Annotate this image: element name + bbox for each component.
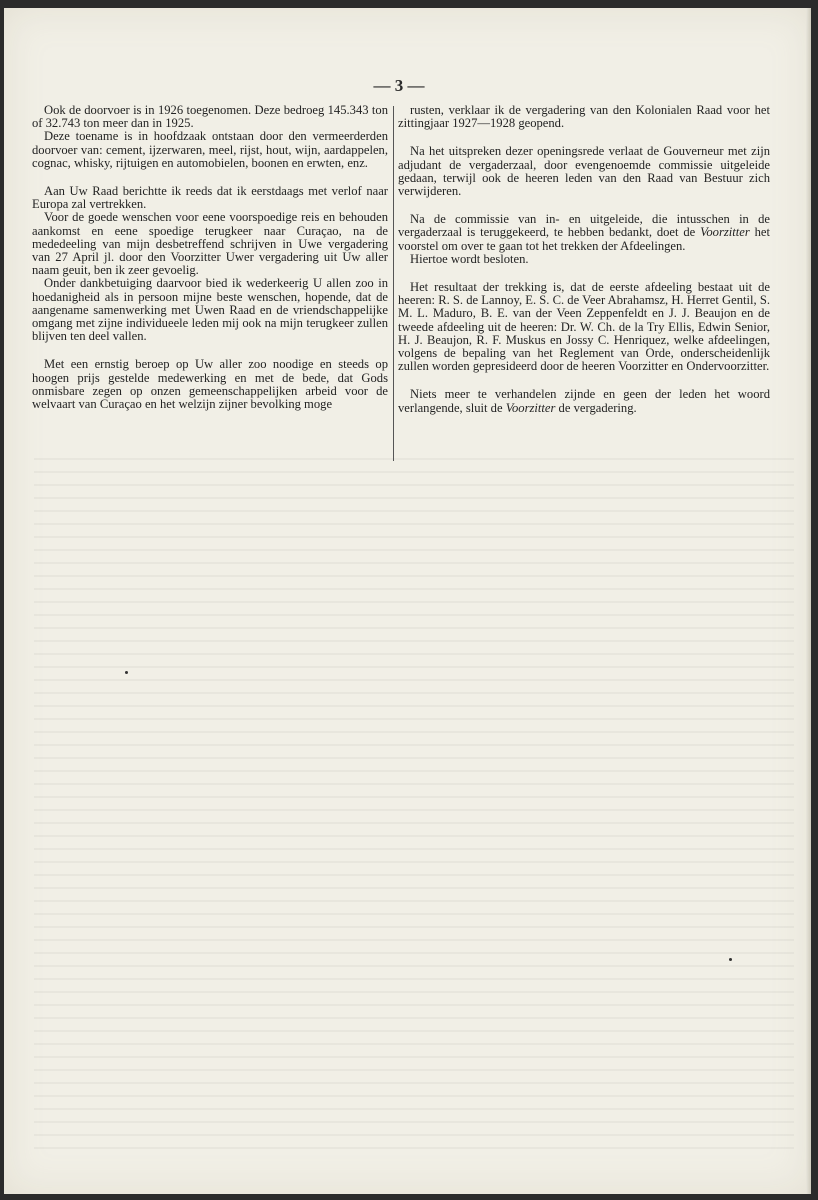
speck-mark bbox=[729, 958, 732, 961]
paragraph: Deze toename is in hoofdzaak ontstaan door den vermeerderden doorvoer van: cement, ijzerwaren, meel, rijst, hout, wijn, aardappelen, cognac, whisky, rijtuigen en automobielen, boonen en erwten, enz. bbox=[32, 129, 388, 170]
page-edge bbox=[806, 8, 811, 1194]
paragraph: Onder dankbetuiging daarvoor bied ik wederkeerig U allen zoo in hoedanigheid als in persoon mijne beste wenschen, hopende, dat de aangename samenwerking met Uwen Raad en de vriendschappelijke omgang met zijne individueele leden mij ook na mijn terugkeer zullen blijven ten deel vallen. bbox=[32, 276, 388, 344]
paragraph: Voor de goede wenschen voor eene voorspoedige reis en behouden aankomst en eene spoedige terugkeer naar Curaçao, na de mededeeling van mijn desbetreffend schrijven in Uwe vergadering van 27 April jl. door den Voorzitter Uwer vergadering uit Uw aller naam geuit, ben ik zeer gevoelig. bbox=[32, 210, 388, 278]
bleed-through-text bbox=[34, 458, 794, 1158]
left-column bbox=[32, 104, 388, 411]
paragraph: Hiertoe wordt besloten. bbox=[410, 251, 529, 266]
right-column bbox=[398, 104, 770, 415]
paragraph-text: de vergadering. bbox=[555, 400, 637, 415]
paragraph: rusten, verklaar ik de vergadering van den Kolonialen Raad voor het zittingjaar 1927—1928 geopend. bbox=[398, 103, 770, 131]
document-page bbox=[4, 8, 811, 1194]
page-number: — 3 — bbox=[373, 76, 425, 95]
paragraph: Na het uitspreken dezer openingsrede verlaat de Gouverneur met zijn adjudant de vergaderzaal, door evengenoemde commissie uitgeleide gedaan, terwijl ook de heeren leden van den Raad van Bestuur zich verwijderen. bbox=[398, 144, 770, 199]
paragraph bbox=[398, 388, 770, 414]
italic-term: Voorzitter bbox=[505, 400, 556, 415]
paragraph-text: het voorstel om over te gaan tot het trekken der Afdeelingen. bbox=[398, 225, 771, 253]
paragraph bbox=[398, 213, 770, 253]
paragraph-text: Niets meer te verhandelen zijnde en geen der leden het woord verlangende, sluit de bbox=[398, 387, 770, 415]
paragraph: Ook de doorvoer is in 1926 toegenomen. Deze bedroeg 145.343 ton of 32.743 ton meer dan in 1925. bbox=[32, 103, 388, 131]
speck-mark bbox=[125, 671, 128, 674]
italic-term: Voorzitter bbox=[700, 225, 750, 240]
paragraph: Met een ernstig beroep op Uw aller zoo noodige en steeds op hoogen prijs gestelde medewerking en met de bede, dat Gods onmisbare zegen op onzen gemeenschappelijken arbeid voor de welvaart van Curaçao en het welzijn zijner bevolking moge bbox=[32, 357, 388, 412]
paragraph-text: Na de commissie van in- en uitgeleide, die intusschen in de vergaderzaal is teruggekeerd, te hebben bedankt, doet de bbox=[398, 212, 770, 240]
paragraph: Het resultaat der trekking is, dat de eerste afdeeling bestaat uit de heeren: R. S. de Lannoy, E. S. C. de Veer Abrahamsz, H. Herret Gentil, S. M. L. Maduro, B. E. van der Veen Zeppenfeldt en J. J. Beaujon en de tweede afdeeling uit de heeren: Dr. W. Ch. de la Try Ellis, Edwin Senior, H. J. Beaujon, R. F. Muskus en Jossy C. Henriquez, welke afdeelingen, volgens de bepaling van het Reglement van Orde, onderscheidenlijk zullen worden gepresideerd door de heeren Voorzitter en Ondervoorzitter. bbox=[398, 280, 770, 374]
column-divider bbox=[393, 106, 394, 461]
paragraph: Aan Uw Raad berichtte ik reeds dat ik eerstdaags met verlof naar Europa zal vertrekken. bbox=[32, 184, 388, 212]
